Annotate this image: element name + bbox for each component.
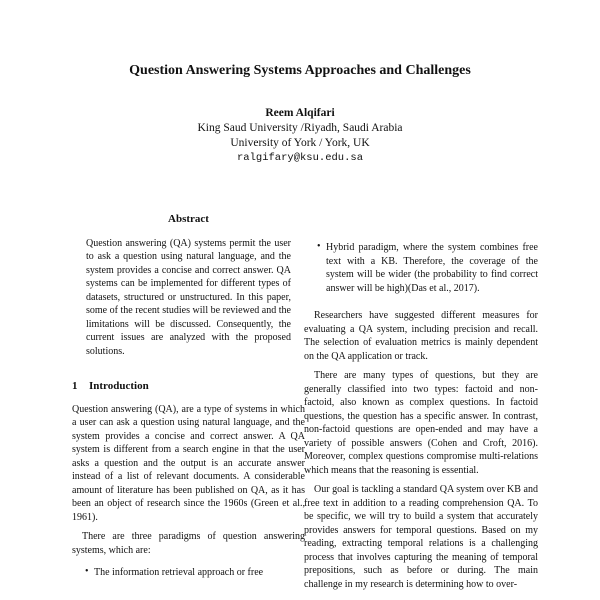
author-affiliation-1: King Saud University /Riyadh, Saudi Arabia [197,122,403,134]
section-heading-introduction [72,380,305,394]
paragraph-evaluation-measures: Researchers have suggested different measures for evaluating a QA system, including precision and recall. The selection of evaluation metrics is mainly dependent on the QA application or track. [304,310,538,362]
bullet-icon: • [85,566,89,577]
author-block [0,106,600,166]
left-column [72,213,305,580]
paragraph-question-types: There are many types of questions, but they are generally classified into two types: factoid and non-factoid, also known as complex questions. In factoid questions, the question has a specific answer. In contrast, non-factoid questions are open-ended and may have a variety of possible answers (Cohen and Croft, 2016). Moreover, complex questions compromise multi-relations which means that the reasoning is essential. [304,370,538,476]
abstract-text: Question answering (QA) systems permit the user to ask a question using natural language, and the system provides a concise and correct answer. QA systems can be implemented for different types of datasets, structured or unstructured. In this paper, some of the recent studies will be reviewed and the limitations will be discussed. Consequently, the current issues are analyzed with the proposed solutions. [86,237,291,357]
paragraph-research-goal: Our goal is tackling a standard QA system over KB and free text in addition to a reading comprehension QA. To be specific, we will try to build a system that accurately provides answers for temporal questions. Based on my reading, extracting temporal relations is a challenging process that involves capturing the meaning of temporal prepositions, such as before or during. The main challenge in my research is determining how to over- [304,484,538,590]
author-affiliation-2: University of York / York, UK [230,137,370,149]
paper-title: Question Answering Systems Approaches and Challenges [129,63,471,78]
abstract-heading: Abstract [168,213,209,225]
author-email: ralgifary@ksu.edu.sa [236,152,364,164]
author-name: Reem Alqifari [265,107,335,119]
bullet-information-retrieval [72,566,305,580]
intro-paragraph-2: There are three paradigms of question answering systems, which are: [72,531,305,556]
bullet-hybrid-paradigm [304,241,538,295]
section-number: 1 [72,380,78,392]
intro-paragraph-1: Question answering (QA), are a type of systems in which a user can ask a question using natural language, and the system provides a concise and correct answer. A QA system is different from a search engine in that the user asks a question and the output is an accurate answer instead of a list of relevant documents. A considerable amount of literature has been published on QA, as it has been an object of research since the 1960s (Green et al., 1961). [72,403,305,523]
right-column [304,241,538,591]
bullet-text: The information retrieval approach or free [94,567,264,578]
section-title: Introduction [89,380,149,392]
bullet-text: Hybrid paradigm, where the system combines free text with a KB. Therefore, the coverage of the system will be wider (the probability to find correct answer will be high)(Das et al., 2017). [326,242,538,294]
bullet-icon: • [317,241,321,252]
